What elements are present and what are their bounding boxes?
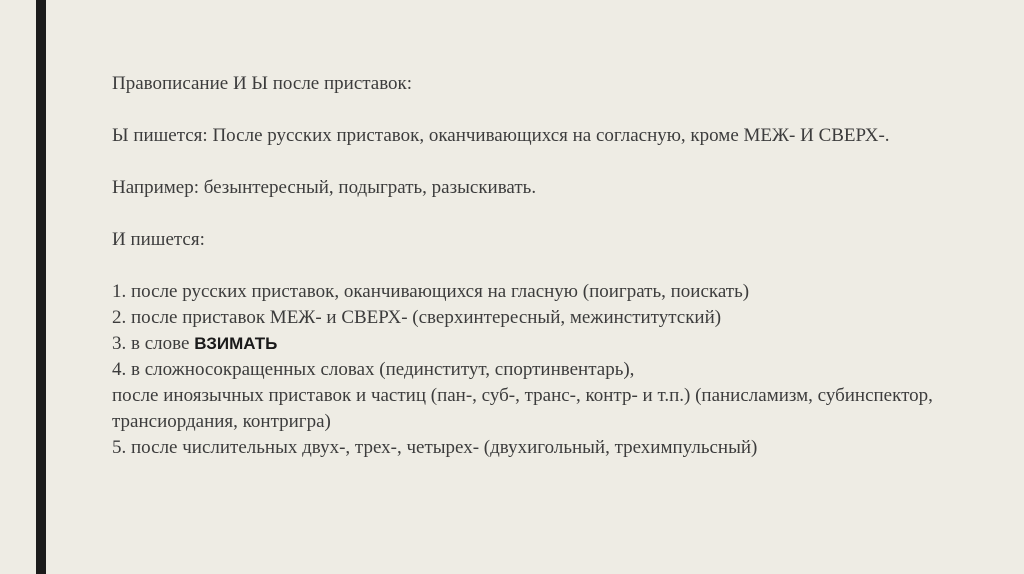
- left-accent-bar: [36, 0, 46, 574]
- list-item-4-line-1: 4. в сложносокращенных словах (пединститут, спортинвентарь),: [112, 359, 635, 380]
- slide-content: [112, 71, 942, 461]
- slide-title: Правописание И Ы после приставок:: [112, 73, 413, 94]
- y-rule-text: Ы пишется: После русских приставок, оканчивающихся на согласную, кроме МЕЖ- И СВЕРХ-.: [112, 125, 890, 146]
- list-item-5: 5. после числительных двух-, трех-, четырех- (двухигольный, трехимпульсный): [112, 437, 758, 458]
- i-rule-heading: И пишется:: [112, 229, 205, 250]
- list-item-3: [112, 331, 942, 357]
- list-item-2: 2. после приставок МЕЖ- и СВЕРХ- (сверхинтересный, межинститутский): [112, 307, 722, 328]
- list-item-4-line-2: после иноязычных приставок и частиц (пан-, суб-, транс-, контр- и т.п.) (панисламизм, субинспектор, трансиордания, контригра): [112, 385, 933, 432]
- emphasized-word: ВЗИМАТЬ: [194, 334, 278, 353]
- spacer: [112, 201, 942, 227]
- list-item-1: 1. после русских приставок, оканчивающихся на гласную (поиграть, поискать): [112, 281, 750, 302]
- spacer: [112, 97, 942, 123]
- spacer: [112, 149, 942, 175]
- example-text: Например: безынтересный, подыграть, разыскивать.: [112, 177, 537, 198]
- list-item-3-prefix: 3. в слове: [112, 333, 195, 354]
- spacer: [112, 253, 942, 279]
